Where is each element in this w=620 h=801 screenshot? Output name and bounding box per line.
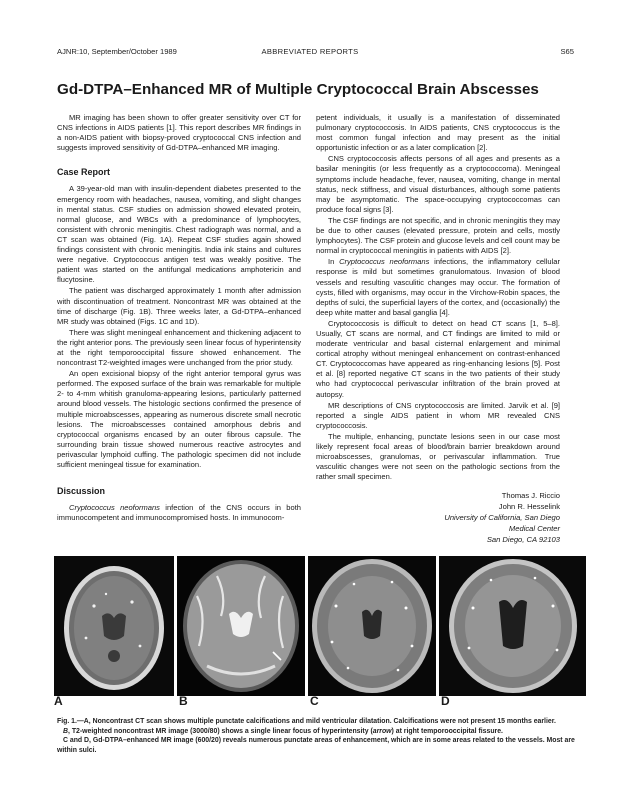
caption-text: , T2-weighted noncontrast MR image (3000/80) shows a single linear focus of hyperintensity ( bbox=[67, 727, 373, 735]
figure-panel-d-gd-mr-image bbox=[439, 556, 586, 696]
affiliation: Medical Center bbox=[508, 523, 560, 533]
article-title: Gd-DTPA–Enhanced MR of Multiple Cryptococcal Brain Abscesses bbox=[57, 81, 539, 98]
panel-label-d: D bbox=[441, 694, 450, 708]
discussion-paragraph-8: The multiple, enhancing, punctate lesions seen in our case most likely represent focal areas of blood/brain barrier breakdown around microabscesses, granulomas, or perivascular inflammation. True vasculitic changes were not seen on the pathologic sections from the rather small specimen. bbox=[316, 431, 560, 482]
organism-name: Cryptococcus neoformans bbox=[339, 257, 430, 267]
figure-1 bbox=[54, 556, 586, 708]
text-span: infections, the inflammatory cellular response is mild but sometimes granulomatous. Invasion of blood vessels and resulting vasculitic changes may occur. The formation of cysts, filled with organisms, may occur in the Virchow-Robin spaces, the depths of sulci, the superficial layers of the cortex, and (occasionally) the deep white matter and basal ganglia [4]. bbox=[316, 257, 560, 317]
discussion-heading: Discussion bbox=[57, 486, 106, 497]
caption-line-1: Fig. 1.—A, Noncontrast CT scan shows multiple punctate calcifications and mild ventricular dilatation. Calcifications were not present 15 months earlier. bbox=[57, 718, 556, 725]
caption-text: arrow bbox=[372, 727, 392, 735]
author-signature bbox=[316, 491, 560, 545]
affiliation: San Diego, CA 92103 bbox=[486, 534, 560, 544]
discussion-paragraph-1 bbox=[57, 503, 301, 523]
organism-name: Cryptococcus neoformans bbox=[69, 503, 160, 513]
intro-paragraph: MR imaging has been shown to offer greater sensitivity over CT for CNS infections in AIDS patients [1]. This report describes MR findings in a non-AIDS patient with biopsy-proved cryptococcal CNS infection and suggests improved sensitivity of Gd-DTPA–enhanced MR imaging. bbox=[57, 113, 301, 153]
panel-ref: B bbox=[63, 727, 68, 735]
left-column bbox=[57, 113, 301, 523]
text-span: In bbox=[328, 257, 340, 267]
panel-label-a: A bbox=[54, 694, 63, 708]
panel-label-b: B bbox=[179, 694, 188, 708]
case-paragraph-4: An open excisional biopsy of the right anterior temporal gyrus was performed. The exposed surface of the brain was remarkable for multiple 2- to 4-mm whitish granuloma-appearing lesions, particularly patterned around blood vessels. The histologic sections confirmed the presence of multiple microabscesses, appearing as numerous discrete small necrotic lesions. The microabscesses contained amorphous debris and cryptococcal organisms encased by an outer fibrous capsule. The surrounding brain tissue showed numerous reactive astrocytes and perivascular lymphoid cuffing. The pathologic specimen did not include sufficient meningeal tissue for examination. bbox=[57, 369, 301, 469]
case-paragraph-2: The patient was discharged approximately 1 month after admission with discontinuation of treatment. Noncontrast MR was obtained at the time of discharge (Fig. 1B). Three weeks later, a Gd-DTPA–enhanced MR study was obtained (Figs. 1C and 1D). bbox=[57, 286, 301, 326]
journal-citation: AJNR:10, September/October 1989 bbox=[57, 47, 177, 56]
caption-line-3: C and D, Gd-DTPA–enhanced MR image (600/20) reveals numerous punctate areas of enhancement, which are in some areas related to the vessels. Most are within sulci. bbox=[57, 737, 575, 754]
figure-panel-a-ct-image bbox=[54, 556, 174, 696]
discussion-paragraph-4: The CSF findings are not specific, and in chronic meningitis they may be due to other causes (elevated pressure, protein and cells, mostly lymphocytes). The CSF protein and glucose levels and cell count may be normal in cryptococcal meningitis in patients with AIDS [2]. bbox=[316, 215, 560, 256]
figure-panel-c-gd-mr-image bbox=[308, 556, 436, 696]
figure-panel-b-t2-mr-image bbox=[177, 556, 305, 696]
case-report-heading: Case Report bbox=[57, 167, 111, 178]
discussion-paragraph-6: Cryptococcosis is difficult to detect on head CT scans [1, 5–8]. Usually, CT scans are normal, and CT findings are limited to mild or moderate ventricular and basal cisternal enlargement and minimal cortical atrophy without meningeal enhancement on contrast-enhanced CT. Cryptococcomas have appeared as ring-enhancing lesions [5]. Post et al. [8] reported negative CT scans in the two patients of their study who had cryptococcal perivascular infiltration of the brain proved at autopsy. bbox=[316, 318, 560, 399]
caption-text: ) at right temporooccipital fissure. bbox=[391, 727, 503, 735]
figure-caption bbox=[57, 717, 577, 755]
case-paragraph-3: There was slight meningeal enhancement and thickening adjacent to the right anterior pons. The previously seen linear focus of hyperintensity at the right temporooccipital fissure showed enhancement. The noncontrast T2-weighted images were unchanged from the prior study. bbox=[57, 327, 301, 368]
caption-line-2 bbox=[57, 727, 577, 737]
discussion-paragraph-3: CNS cryptococcosis affects persons of all ages and presents as a basilar meningitis (or less frequently as a cryptococcoma). Meningeal symptoms include headache, fever, nausea, vomiting, change in mental status, neck stiffness, and visual disturbances, although some patients may be asymptomatic. The space-occupying cryptococcomas can produce focal signs [3]. bbox=[316, 154, 560, 214]
right-column bbox=[316, 113, 560, 545]
section-header: ABBREVIATED REPORTS bbox=[261, 47, 359, 56]
discussion-paragraph-7: MR descriptions of CNS cryptococcosis are limited. Jarvik et al. [9] reported a single AIDS patient in whom MR revealed CNS cryptococcosis. bbox=[316, 400, 560, 430]
page-number: S65 bbox=[560, 47, 574, 56]
case-paragraph-1: A 39-year-old man with insulin-dependent diabetes presented to the emergency room with headaches, nausea, vomiting, and slight changes in mental status. CSF studies on admission showed elevated protein, normal glucose, and WBCs with a predominance of lymphocytes, consistent with chronic meningitis. Chest radiograph was normal, and a CT scan was obtained (Fig. 1A). Repeat CSF studies again showed findings consistent with chronic meningitis. India ink stains and cultures were negative. Cryptococcus antigen test was weakly positive. The patient was started on the antifungal medications amphotericin and flucytosine. bbox=[57, 184, 301, 285]
author-name: John R. Hesselink bbox=[498, 502, 560, 512]
discussion-text: infection of the CNS occurs in both immunocompetent and immunocompromised hosts. In immunocom- bbox=[57, 503, 301, 523]
panel-label-c: C bbox=[310, 694, 319, 708]
author-name: Thomas J. Riccio bbox=[501, 491, 560, 501]
affiliation: University of California, San Diego bbox=[444, 512, 560, 522]
discussion-paragraph-5 bbox=[316, 257, 560, 318]
discussion-paragraph-2: petent individuals, it usually is a manifestation of disseminated pulmonary cryptococcosis. In AIDS patients, CNS cryptococcus is the most common fungal infection and may present as the initial opportunistic infection or as a later complication [2]. bbox=[316, 113, 560, 153]
